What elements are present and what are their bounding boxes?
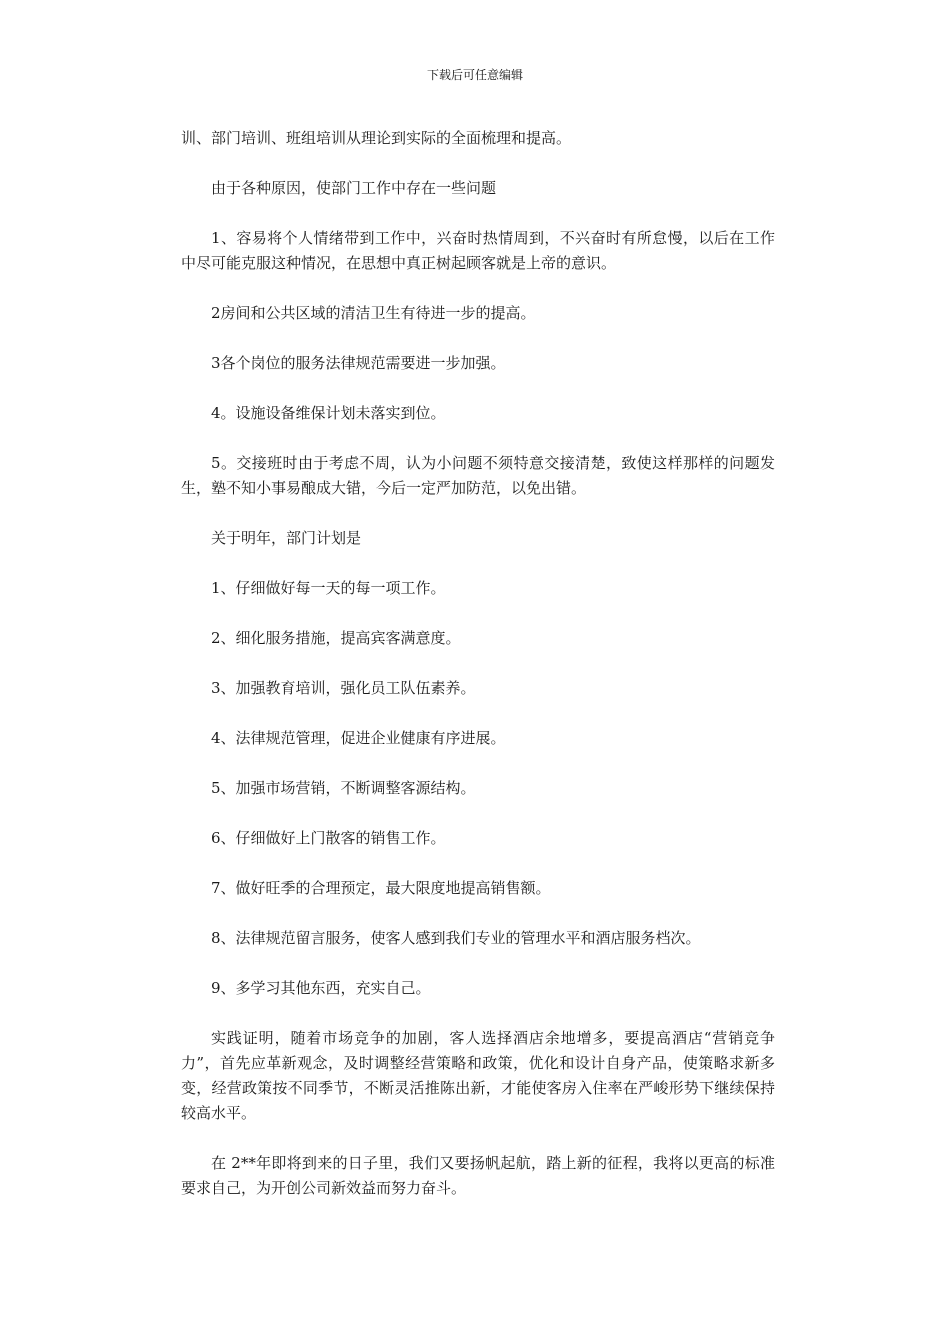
list-item: 7、做好旺季的合理预定，最大限度地提高销售额。 (211, 879, 551, 897)
paragraph: 1、容易将个人情绪带到工作中，兴奋时热情周到，不兴奋时有所怠慢，以后在工作中尽可能克服这种情况，在思想中真正树起顾客就是上帝的意识。 (181, 229, 775, 272)
paragraph: 2房间和公共区域的清洁卫生有待进一步的提高。 (211, 304, 536, 322)
paragraph: 训、部门培训、班组培训从理论到实际的全面梳理和提高。 (181, 129, 572, 147)
paragraph: 由于各种原因，使部门工作中存在一些问题 (211, 179, 497, 197)
list-item: 8、法律规范留言服务，使客人感到我们专业的管理水平和酒店服务档次。 (211, 929, 701, 947)
paragraph: 实践证明，随着市场竞争的加剧，客人选择酒店余地增多，要提高酒店“营销竞争力”，首先应革新观念，及时调整经营策略和政策，优化和设计自身产品，使策略求新多变，经营政策按不同季节，不断灵活推陈出新，才能使客房入住率在严峻形势下继续保持较高水平。 (181, 1029, 775, 1122)
paragraph: 关于明年，部门计划是 (211, 529, 362, 547)
page-header: 下载后可任意编辑 (426, 68, 523, 82)
list-item: 5、加强市场营销，不断调整客源结构。 (211, 779, 476, 797)
paragraph: 3各个岗位的服务法律规范需要进一步加强。 (211, 354, 506, 372)
list-item: 6、仔细做好上门散客的销售工作。 (211, 829, 446, 847)
document-body (181, 126, 775, 1226)
list-item: 9、多学习其他东西，充实自己。 (211, 979, 431, 997)
paragraph: 4。设施设备维保计划未落实到位。 (211, 404, 446, 422)
paragraph: 在 2**年即将到来的日子里，我们又要扬帆起航，踏上新的征程，我将以更高的标准要求自己，为开创公司新效益而努力奋斗。 (181, 1154, 775, 1197)
list-item: 3、加强教育培训，强化员工队伍素养。 (211, 679, 476, 697)
paragraph: 5。交接班时由于考虑不周，认为小问题不须特意交接清楚，致使这样那样的问题发生，塾不知小事易酿成大错，今后一定严加防范，以免出错。 (181, 454, 775, 497)
list-item: 4、法律规范管理，促进企业健康有序进展。 (211, 729, 506, 747)
list-item: 2、细化服务措施，提高宾客满意度。 (211, 629, 461, 647)
list-item: 1、仔细做好每一天的每一项工作。 (211, 579, 446, 597)
